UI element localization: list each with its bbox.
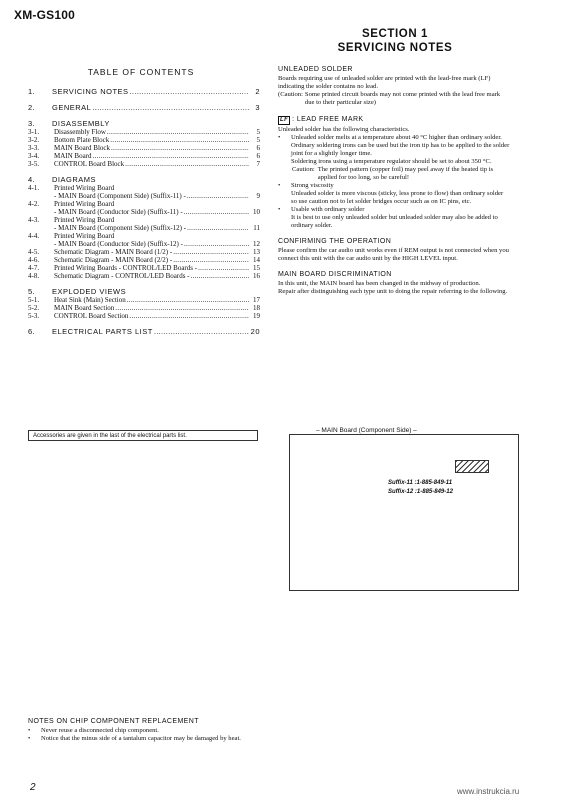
toc-item-row [28, 136, 260, 144]
toc-leader [187, 224, 249, 232]
list-item [278, 214, 510, 230]
toc-item-number: 3-2. [28, 136, 40, 144]
toc-item-row [28, 272, 260, 280]
toc-item-label: Schematic Diagram - MAIN Board (1/2) - [54, 248, 173, 256]
chip-bullet-1: Never reuse a disconnected chip component. [41, 727, 159, 734]
toc-leader [107, 128, 249, 136]
toc-section-number: 5. [28, 287, 36, 296]
watermark: www.instrukcia.ru [457, 787, 520, 796]
toc-item-label: Printed Wiring Board [54, 200, 115, 208]
discrimination-body-1: In this unit, the MAIN board has been changed in the midway of production. [278, 280, 481, 287]
toc-page-number: 3 [255, 103, 260, 112]
board-outline [289, 434, 519, 591]
list-item [278, 158, 510, 166]
toc-leader [92, 104, 249, 112]
bullet-mark: • [278, 206, 281, 213]
toc-item-number: 4-6. [28, 256, 40, 264]
toc-item-row [28, 192, 260, 200]
unleaded-caution [278, 91, 510, 107]
toc-page-number: 2 [255, 87, 260, 96]
right-column [278, 66, 510, 296]
toc-item-label: - MAIN Board (Component Side) (Suffix-11) - [54, 192, 186, 200]
toc-item-row [28, 144, 260, 152]
bullet-mark [278, 142, 291, 158]
toc-item-number: 3-5. [28, 160, 40, 168]
page-number: 2 [30, 782, 36, 793]
toc-item-number: 4-5. [28, 248, 40, 256]
board-label: – MAIN Board (Component Side) – [316, 427, 417, 434]
toc-section-row [28, 104, 260, 112]
list-item [278, 134, 510, 142]
toc-leader [111, 144, 249, 152]
toc-leader [125, 160, 249, 168]
toc-page-number: 5 [256, 128, 260, 136]
toc-section-number: 3. [28, 119, 36, 128]
accessories-note: Accessories are given in the last of the electrical parts list. [28, 430, 258, 441]
toc-item-label: Schematic Diagram - MAIN Board (2/2) - [54, 256, 173, 264]
toc-section-row [28, 88, 260, 96]
toc-page-number: 20 [250, 327, 260, 336]
toc-page-number: 9 [256, 192, 260, 200]
toc-item-number: 4-4. [28, 232, 40, 240]
list-item [278, 142, 510, 158]
toc-item-label: CONTROL Board Block [54, 160, 125, 168]
toc-item-label: Printed Wiring Board [54, 232, 115, 240]
bullet-mark [278, 190, 291, 206]
toc-item-label: MAIN Board Section [54, 304, 115, 312]
bullet-text: Unleaded solder melts at a temperature about 40 °C higher than ordinary solder. [291, 134, 502, 141]
discrimination-body-2: Repair after distinguishing each type unit to doing the repair referring to the following. [278, 288, 508, 295]
bullet-mark: • [278, 182, 281, 189]
toc-item-row [28, 296, 260, 304]
toc-item-number: 5-3. [28, 312, 40, 320]
toc-item-label: Schematic Diagram - CONTROL/LED Boards - [54, 272, 190, 280]
lead-free-caution [278, 166, 510, 182]
discrimination-heading: MAIN BOARD DISCRIMINATION [278, 271, 392, 278]
toc-leader [154, 328, 249, 336]
suffix-11-label: Suffix-11 :1-885-849-11 [388, 480, 453, 486]
toc-page-number: 14 [253, 256, 260, 264]
toc-section-title: SERVICING NOTES [52, 87, 129, 96]
toc-item-number: 5-2. [28, 304, 40, 312]
toc-page-number: 15 [253, 264, 260, 272]
toc-item-row [28, 240, 260, 248]
toc-section-number: 1. [28, 87, 36, 96]
list-item [278, 182, 510, 190]
toc-item-number: 4-3. [28, 216, 40, 224]
toc-page-number: 13 [253, 248, 260, 256]
toc-leader [93, 152, 249, 160]
toc-item-row [28, 256, 260, 264]
toc-item-number: 5-1. [28, 296, 40, 304]
bullet-text: Soldering irons using a temperature regulator should be set to about 350 °C. [291, 158, 492, 165]
chip-notes [28, 718, 260, 743]
toc-item-row [28, 216, 260, 224]
caution-text: The printed pattern (copper foil) may peel away if the heated tip is applied for too long, so be careful! [317, 166, 494, 181]
unleaded-body: Boards requiring use of unleaded solder are printed with the lead-free mark (LF) indicating the solder contains no lead. [278, 75, 491, 90]
toc-item-label: - MAIN Board (Component Side) (Suffix-12) - [54, 224, 187, 232]
chip-bullet-2: Notice that the minus side of a tantalum capacitor may be damaged by heat. [41, 735, 241, 742]
bullet-mark [278, 214, 291, 230]
toc-item-number: 4-1. [28, 184, 40, 192]
table-of-contents [28, 88, 260, 336]
toc-item-row [28, 128, 260, 136]
toc-leader [198, 264, 249, 272]
toc-leader [130, 88, 249, 96]
suffix-marking-area [455, 460, 489, 473]
toc-section-row [28, 176, 260, 184]
toc-leader [173, 256, 249, 264]
lead-free-intro: Unleaded solder has the following characteristics. [278, 126, 410, 133]
confirming-heading: CONFIRMING THE OPERATION [278, 238, 392, 245]
toc-item-label: Printed Wiring Board [54, 216, 115, 224]
toc-leader [187, 192, 249, 200]
list-item: • Notice that the minus side of a tantalum capacitor may be damaged by heat. [28, 735, 241, 742]
bullet-text: Unleaded solder is more viscous (sticky, less prone to flow) than ordinary solder so use caution not to let solder bridges occur such as on IC pins, etc. [291, 190, 504, 205]
toc-item-number: 3-4. [28, 152, 40, 160]
bullet-text: Usable with ordinary solder [291, 206, 365, 213]
toc-leader [184, 240, 249, 248]
lead-free-list [278, 134, 510, 230]
section-title: SERVICING NOTES [337, 42, 453, 54]
toc-item-label: - MAIN Board (Conductor Side) (Suffix-12) - [54, 240, 183, 248]
toc-page-number: 6 [256, 152, 260, 160]
toc-item-number: 4-8. [28, 272, 40, 280]
toc-item-row [28, 200, 260, 208]
lead-free-heading [278, 116, 510, 125]
toc-item-row [28, 304, 260, 312]
toc-page-number: 10 [253, 208, 260, 216]
toc-item-number: 4-7. [28, 264, 40, 272]
toc-section-title: EXPLODED VIEWS [52, 287, 127, 296]
toc-item-row [28, 160, 260, 168]
toc-page-number: 5 [256, 136, 260, 144]
toc-section-title: DIAGRAMS [52, 175, 97, 184]
toc-page-number: 17 [253, 296, 260, 304]
toc-item-label: MAIN Board Block [54, 144, 110, 152]
toc-item-row [28, 232, 260, 240]
toc-leader [184, 208, 249, 216]
toc-item-label: Disassembly Flow [54, 128, 106, 136]
toc-item-label: - MAIN Board (Conductor Side) (Suffix-11) - [54, 208, 183, 216]
chip-heading: NOTES ON CHIP COMPONENT REPLACEMENT [28, 718, 199, 725]
toc-leader [191, 272, 250, 280]
section-number: SECTION 1 [361, 28, 429, 40]
toc-section-number: 2. [28, 103, 36, 112]
toc-page-number: 6 [256, 144, 260, 152]
lead-free-logo: LF [280, 117, 289, 123]
confirming-body: Please confirm the car audio unit works even if REM output is not connected when you connect this unit with the car audio unit by the HIGH LEVEL input. [278, 247, 509, 262]
list-item: • Never reuse a disconnected chip component. [28, 727, 159, 734]
bullet-text: Ordinary soldering irons can be used but the iron tip has to be applied to the solder joint for a slightly longer time. [291, 142, 510, 157]
toc-item-number: 4-2. [28, 200, 40, 208]
toc-item-row [28, 248, 260, 256]
toc-leader [127, 296, 249, 304]
toc-item-label: MAIN Board [54, 152, 92, 160]
toc-item-label: Heat Sink (Main) Section [54, 296, 126, 304]
toc-item-label: Printed Wiring Boards - CONTROL/LED Boards - [54, 264, 198, 272]
model-name: XM-GS100 [14, 8, 75, 22]
bullet-mark [278, 158, 291, 166]
caution-label: (Caution: [278, 91, 303, 98]
bullet-text: Strong viscosity [291, 182, 334, 189]
toc-section-row [28, 328, 260, 336]
toc-leader [110, 136, 249, 144]
toc-page-number: 11 [253, 224, 260, 232]
toc-item-label: CONTROL Board Section [54, 312, 129, 320]
toc-section-row [28, 288, 260, 296]
list-item [278, 206, 510, 214]
caution-text: Some printed circuit boards may not come printed with the lead free mark due to their particular size) [304, 91, 501, 106]
toc-leader [129, 312, 249, 320]
toc-leader [173, 248, 249, 256]
toc-section-number: 4. [28, 175, 36, 184]
toc-item-label: Printed Wiring Board [54, 184, 115, 192]
toc-item-number: 3-1. [28, 128, 40, 136]
toc-title: TABLE OF CONTENTS [87, 67, 195, 77]
toc-page-number: 19 [253, 312, 260, 320]
list-item [278, 190, 510, 206]
lead-free-title: : LEAD FREE MARK [292, 116, 364, 123]
toc-item-row [28, 224, 260, 232]
unleaded-heading: UNLEADED SOLDER [278, 66, 353, 73]
caution-label: Caution: [292, 166, 315, 173]
toc-item-row [28, 152, 260, 160]
section-heading [300, 27, 490, 55]
bullet-text: It is best to use only unleaded solder but unleaded solder may also be added to ordinary solder. [291, 214, 498, 229]
suffix-12-label: Suffix-12 :1-885-849-12 [388, 489, 453, 495]
toc-page-number: 12 [253, 240, 260, 248]
toc-section-title: DISASSEMBLY [52, 119, 110, 128]
toc-page-number: 7 [256, 160, 260, 168]
toc-item-row [28, 264, 260, 272]
toc-item-label: Bottom Plate Block [54, 136, 110, 144]
toc-item-row [28, 208, 260, 216]
toc-section-number: 6. [28, 327, 36, 336]
toc-item-number: 3-3. [28, 144, 40, 152]
toc-item-row [28, 312, 260, 320]
bullet-mark: • [278, 134, 281, 141]
toc-item-row [28, 184, 260, 192]
toc-section-title: ELECTRICAL PARTS LIST [52, 327, 153, 336]
suffix-labels [388, 479, 453, 497]
toc-section-row [28, 120, 260, 128]
toc-leader [115, 304, 249, 312]
toc-section-title: GENERAL [52, 103, 92, 112]
toc-page-number: 16 [253, 272, 260, 280]
toc-page-number: 18 [253, 304, 260, 312]
